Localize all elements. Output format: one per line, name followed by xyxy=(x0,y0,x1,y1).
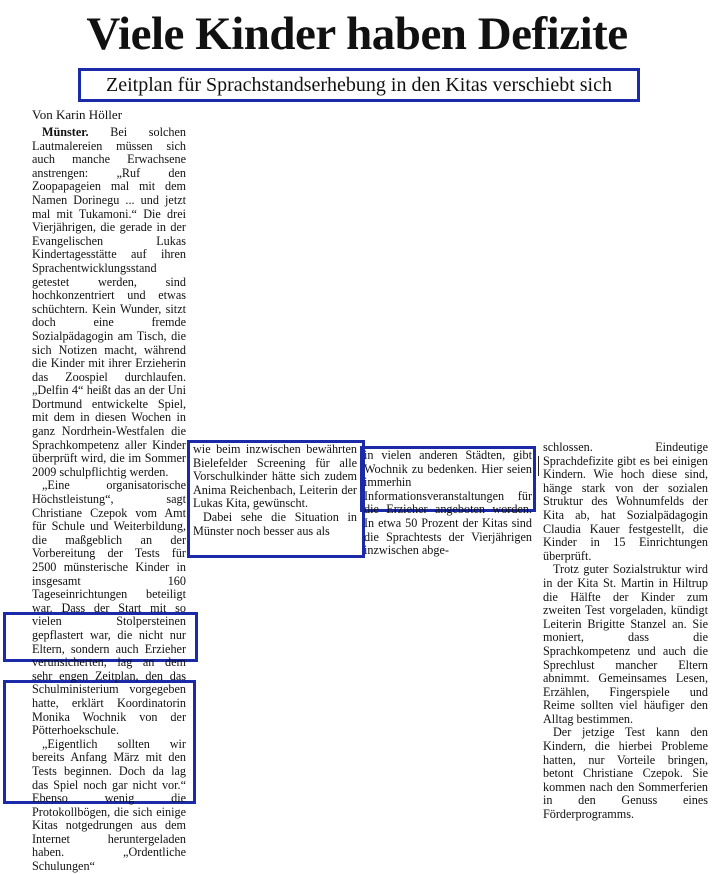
paragraph: „Eine organisatorische Höchstleistung“, sagt Christiane Czepok vom Amt für Schule und Weiterbildung, die maßgeblich an der Vorbereitung der Tests für 2500 münsterische Kinder in insgesamt 160 Tageseinrichtungen beteiligt war. Dass der Start mit so vielen Stolpersteinen gepflastert war, die nicht nur Eltern, sondern auch Erzieher verunsicherten, lag an dem sehr engen Zeitplan, den das Schulministerium vorgegeben hatte, erklärt Koordinatorin Monika Wochnik von der Pötterhoekschule. xyxy=(32,478,186,738)
paragraph: in vielen anderen Städten, gibt Wochnik zu bedenken. Hier seien immerhin Informationsveranstaltungen für die Erzieher angeboten worden. In etwa 50 Prozent der Kitas sind die Sprachtests der Vierjährigen inzwischen abge- xyxy=(364,448,532,558)
article-column-1 xyxy=(32,126,186,874)
article-column-3 xyxy=(364,449,532,558)
paragraph: Dabei sehe die Situation in Münster noch besser aus als xyxy=(193,509,357,538)
dateline: Münster. xyxy=(42,125,89,139)
paragraph: schlossen. Eindeutige Sprachdefizite gibt es bei einigen Kindern. Wie hoch diese sind, hänge stark von der sozialen Struktur des Wohnumfelds der Kita ab, hat Sozialpädagogin Claudia Kauer festgestellt, die Kinder in 15 Einrichtungen überprüft. xyxy=(543,440,708,563)
paragraph: wie beim inzwischen bewährten Bielefelder Screening für alle Vorschulkinder hätte sich zudem Anima Reichenbach, Leiterin der Lukas Kita, gewünscht. xyxy=(193,442,357,511)
column-rule xyxy=(538,456,539,476)
article-column-2 xyxy=(193,443,357,538)
article-column-4 xyxy=(543,441,708,822)
paragraph: „Eigentlich sollten wir bereits Anfang März mit den Tests beginnen. Doch da lag das Spiel noch gar nicht vor.“ Ebenso wenig die Protokollbögen, die sich einige Kitas notgedrungen aus dem Internet heruntergeladen haben. „Ordentliche Schulungen“ xyxy=(32,736,186,874)
headline: Viele Kinder haben Defizite xyxy=(86,8,628,60)
paragraph xyxy=(32,126,186,479)
paragraph-text: Bei solchen Lautmalereien müssen sich auch manche Erwachsene anstrengen: „Ruf den Zoopapageien mal mit dem Namen Dorinegu ... und jetzt mal mit Tukamoni.“ Die drei Vierjährigen, die gerade in der Evangelischen Lukas Kindertagesstätte auf ihren Sprachentwicklungsstand getestet werden, sind hochkonzentriert und etwas schüchtern. Kein Wunder, sitzt doch eine fremde Sozialpädagogin am Tisch, die sich Notizen macht, während die Kinder mit ihrer Erzieherin das Zoospiel durchlaufen. „Delfin 4“ heißt das an der Uni Dortmund entwickelte Spiel, mit dem in diesen Wochen in ganz Nordrhein-Westfalen die Sprachkompetenz aller Kinder überprüft wird, die im Sommer 2009 schulpflichtig werden. xyxy=(32,125,187,479)
byline: Von Karin Höller xyxy=(32,107,123,122)
subheadline: Zeitplan für Sprachstandserhebung in den Kitas verschiebt sich xyxy=(78,68,640,102)
paragraph: Der jetzige Test kann den Kindern, die hierbei Probleme hatten, nur Vorteile bringen, betont Christiane Czepok. Sie kommen nach den Sommerferien in den Genuss eines Förderprogramms. xyxy=(543,725,708,822)
paragraph: Trotz guter Sozialstruktur wird in der Kita St. Martin in Hiltrup die Hälfte der Kinder zum zweiten Test vorgeladen, kündigt Leiterin Brigitte Stanzel an. Sie moniert, dass die Sprachkompetenz und auch die Sprechlust mancher Eltern abnimmt. Gemeinsames Lesen, Erzählen, Fingerspiele und Reime sollten viel häufiger den Alltag bestimmen. xyxy=(543,562,708,726)
